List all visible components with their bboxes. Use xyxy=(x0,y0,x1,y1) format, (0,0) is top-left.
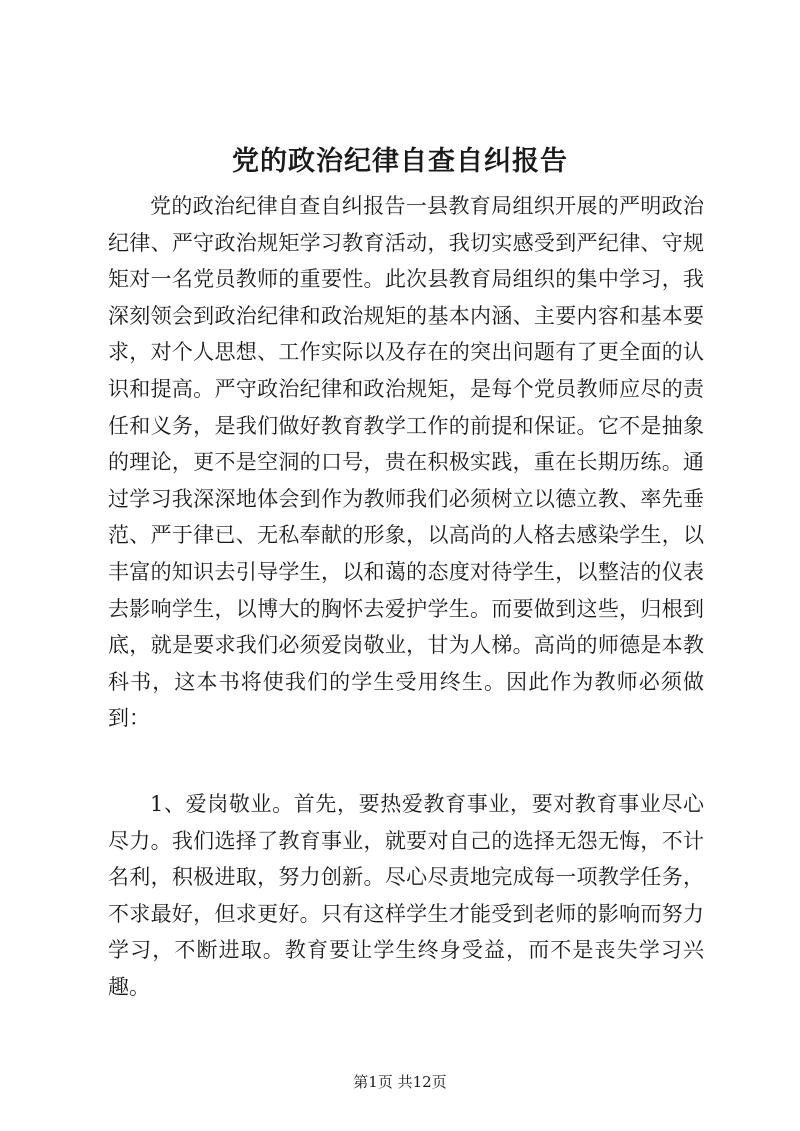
paragraph-intro: 党的政治纪律自查自纠报告一县教育局组织开展的严明政治纪律、严守政治规矩学习教育活动，我切实感受到严纪律、守规矩对一名党员教师的重要性。此次县教育局组织的集中学习，我深刻领会到政治纪律和政治规矩的基本内涵、主要内容和基本要求，对个人思想、工作实际以及存在的突出问题有了更全面的认识和提高。严守政治纪律和政治规矩，是每个党员教师应尽的责任和义务，是我们做好教育教学工作的前提和保证。它不是抽象的理论，更不是空洞的口号，贵在积极实践，重在长期历练。通过学习我深深地体会到作为教师我们必须树立以德立教、率先垂范、严于律已、无私奉献的形象，以高尚的人格去感染学生，以丰富的知识去引导学生，以和蔼的态度对待学生，以整洁的仪表去影响学生，以博大的胸怀去爱护学生。而要做到这些，归根到底，就是要求我们必须爱岗敬业，甘为人梯。高尚的师德是本教科书，这本书将使我们的学生受用终生。因此作为教师必须做到： xyxy=(108,194,704,731)
paragraph-item-1: 1、爱岗敬业。首先，要热爱教育事业，要对教育事业尽心尽力。我们选择了教育事业，就要对自己的选择无怨无悔，不计名利，积极进取，努力创新。尽心尽责地完成每一项教学任务，不求最好，但求更好。只有这样学生才能受到老师的影响而努力学习，不断进取。教育要让学生终身受益，而不是丧失学习兴趣。 xyxy=(108,792,704,999)
page-footer: 第1页 共12页 xyxy=(353,1073,447,1091)
document-title: 党的政治纪律自查自纠报告 xyxy=(232,146,568,177)
